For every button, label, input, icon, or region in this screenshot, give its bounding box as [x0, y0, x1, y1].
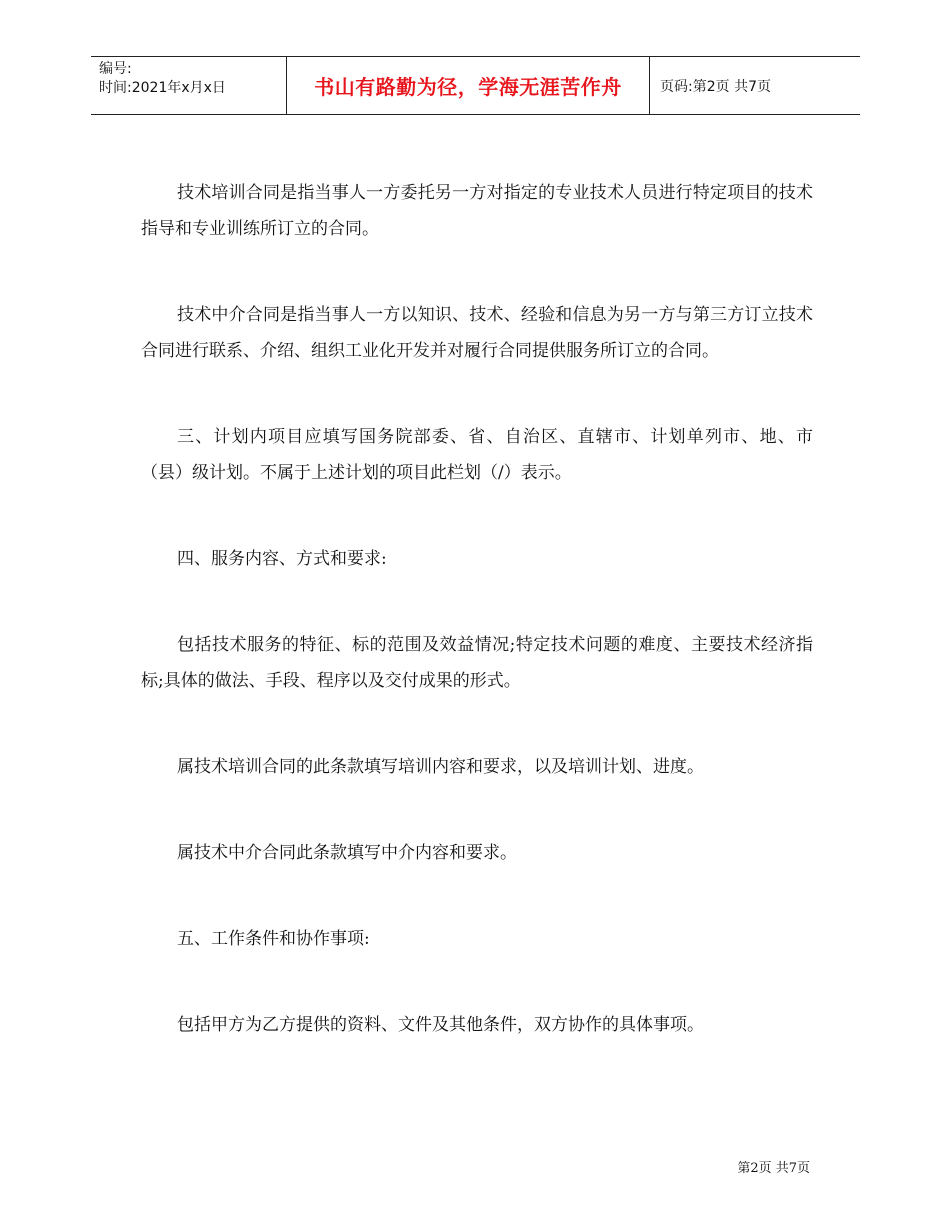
paragraph-1: 技术培训合同是指当事人一方委托另一方对指定的专业技术人员进行特定项目的技术指导和专业训练所订立的合同。 [141, 183, 813, 239]
section-heading-5: 五、工作条件和协作事项: [177, 929, 370, 949]
paragraph-6: 属技术培训合同的此条款填写培训内容和要求，以及培训计划、进度。 [177, 757, 704, 777]
paragraph-5: 包括技术服务的特征、标的范围及效益情况;特定技术问题的难度、主要技术经济指标;具体的做法、手段、程序以及交付成果的形式。 [141, 635, 813, 691]
paragraph-3: 三、计划内项目应填写国务院部委、省、自治区、直辖市、计划单列市、地、市（县）级计划。不属于上述计划的项目此栏划（/）表示。 [141, 427, 813, 483]
header-motto: 书山有路勤为径，学海无涯苦作舟 [287, 57, 650, 114]
page-header [91, 56, 860, 115]
section-heading-4: 四、服务内容、方式和要求: [177, 549, 387, 569]
paragraph-9: 包括甲方为乙方提供的资料、文件及其他条件，双方协作的具体事项。 [177, 1015, 704, 1035]
document-body [141, 175, 813, 1093]
header-page-info: 页码:第2页 共7页 [660, 78, 771, 95]
page-footer: 第2页 共7页 [737, 1161, 810, 1176]
document-time-label: 时间:2021年x月x日 [99, 80, 226, 96]
header-meta-cell [91, 57, 287, 114]
paragraph-7: 属技术中介合同此条款填写中介内容和要求。 [177, 843, 517, 863]
paragraph-2: 技术中介合同是指当事人一方以知识、技术、经验和信息为另一方与第三方订立技术合同进行联系、介绍、组织工业化开发并对履行合同提供服务所订立的合同。 [141, 305, 813, 361]
document-number-label: 编号: [99, 61, 132, 77]
